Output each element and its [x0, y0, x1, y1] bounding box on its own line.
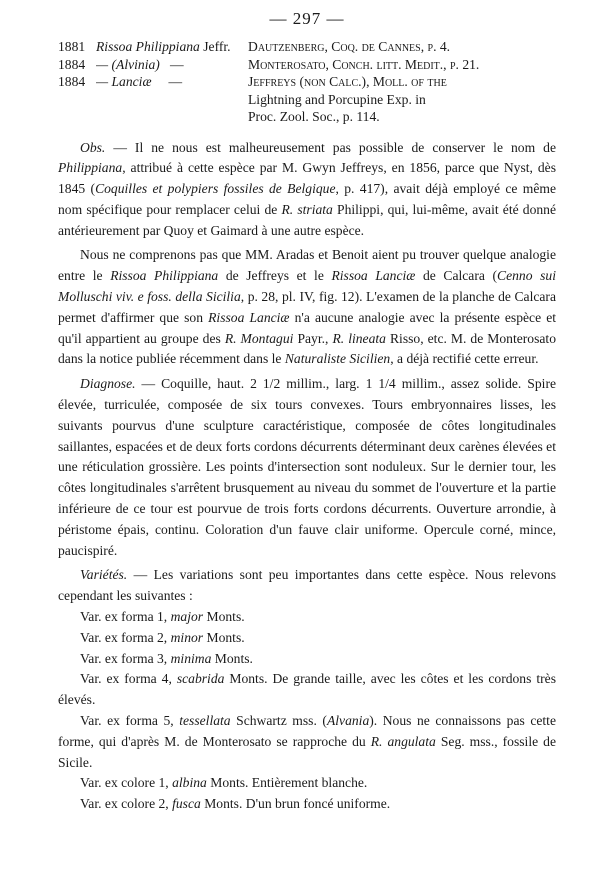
varietes-paragraph: Variétés. — Les variations sont peu importantes dans cette espèce. Nous relevons cependant les suivantes :	[58, 567, 556, 604]
synonymy-row	[58, 56, 556, 74]
synonymy-year: 1884	[58, 56, 86, 72]
page-number: — 297 —	[269, 9, 345, 28]
synonymy-name: Rissoa Philippiana Jeffr.	[96, 39, 231, 54]
body-text	[58, 138, 556, 816]
analogy-paragraph: Nous ne comprenons pas que MM. Aradas et Benoit aient pu trouver quelque analogie entre le Rissoa Philippiana de Jeffreys et le Rissoa Lanciæ de Calcara (Cenno sui Molluschi viv. e foss. della Sicilia, p. 28, pl. IV, fig. 12). L'examen de la planche de Calcara permet d'affirmer que son Rissoa Lanciæ n'a aucune analogie avec la présente espèce et qu'il appartient au groupe des R. Montagui Payr., R. lineata Risso, etc. M. de Monterosato dans la notice publiée récemment dans le Naturaliste Sicilien, a déjà rectifié cette erreur.	[58, 247, 557, 367]
synonymy-name: — (Alvinia) —	[96, 56, 184, 72]
synonymy-year: 1884	[58, 74, 86, 89]
synonymy-year: 1881	[58, 39, 86, 54]
variety-line: Var. ex forma 1, major Monts.	[80, 609, 245, 625]
synonymy-list	[58, 38, 556, 126]
synonymy-row	[58, 38, 556, 56]
synonymy-reference: Jeffreys (non Calc.), Moll. of the	[248, 74, 447, 89]
variety-line: Var. ex colore 2, fusca Monts. D'un brun foncé uniforme.	[80, 796, 391, 812]
synonymy-row	[58, 73, 556, 91]
variety-line: Var. ex forma 5, tessellata Schwartz mss. (Alvania). Nous ne connaissons pas cette forme, qui d'après M. de Monterosato se rapproche du R. angulata Seg. mss., fossile de Sicile.	[58, 713, 557, 770]
variety-line: Var. ex forma 4, scabrida Monts. De grande taille, avec les côtes et les cordons très élevés.	[58, 671, 556, 708]
synonymy-name: — Lanciæ —	[96, 74, 183, 89]
synonymy-reference-cont: Proc. Zool. Soc., p. 114.	[248, 109, 380, 124]
obs-paragraph: Obs. — Il ne nous est malheureusement pas possible de conserver le nom de Philippiana, attribué à cette espèce par M. Gwyn Jeffreys, en 1856, parce que Nyst, dès 1845 (Coquilles et polypiers fossiles de Belgique, p. 417), avait déjà employé ce même nom spécifique pour remplacer celui de R. striata Philippi, qui, lui-même, avait été donné antérieurement par Quoy et Gaimard à une autre espèce.	[58, 139, 557, 238]
synonymy-reference: Dautzenberg, Coq. de Cannes, p. 4.	[248, 39, 451, 54]
diagnose-paragraph: Diagnose. — Coquille, haut. 2 1/2 millim., larg. 1 1/4 millim., assez solide. Spire élevée, turriculée, composée de six tours convexes. Tours embryonnaires lisses, les suivants pourvus d'une sculpture caractéristique, composée de côtes longitudinales saillantes, espacées et de deux forts cordons décurrents déterminant deux carènes élevées et une réticulation grossière. Les points d'intersection sont noduleux. Sur le dernier tour, les côtes longitudinales s'arrêtent brusquement au niveau du sommet de l'ouverture et la partie inférieure de ce tour est pourvue de trois forts cordons décurrents. Ouverture arrondie, à péristome épais, continu. Coloration d'un fauve clair uniforme. Opercule corné, mince, paucispiré.	[58, 376, 556, 558]
synonymy-reference: Monterosato, Conch. litt. Medit., p. 21.	[248, 56, 480, 72]
variety-line: Var. ex forma 3, minima Monts.	[80, 650, 253, 666]
variety-line: Var. ex forma 2, minor Monts.	[80, 629, 245, 645]
synonymy-reference-cont: Lightning and Porcupine Exp. in	[248, 91, 426, 107]
variety-line: Var. ex colore 1, albina Monts. Entièrement blanche.	[80, 775, 368, 791]
